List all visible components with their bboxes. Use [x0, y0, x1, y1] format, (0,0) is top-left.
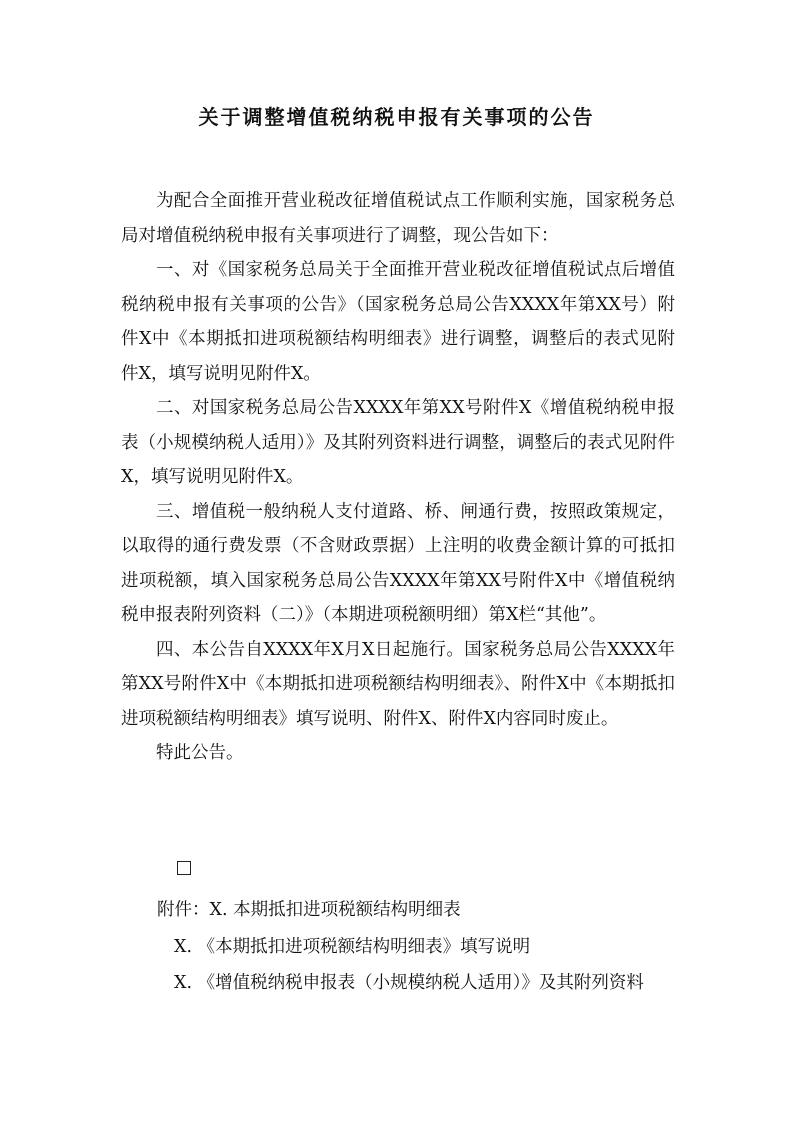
document-body: [121, 184, 675, 771]
paragraph-item-2: 二、对国家税务总局公告XXXX年第XX号附件X《增值税纳税申报表（小规模纳税人适用）》及其附列资料进行调整，调整后的表式见附件X，填写说明见附件X。: [121, 398, 675, 487]
paragraph-item-1: 一、对《国家税务总局关于全面推开营业税改征增值税试点后增值税纳税申报有关事项的公告》（国家税务总局公告XXXX年第XX号）附件X中《本期抵扣进项税额结构明细表》进行调整，调整后的表式见附件X，填写说明见附件X。: [121, 260, 675, 384]
paragraph-closing: 特此公告。: [156, 743, 244, 763]
paragraph-item-4: 四、本公告自XXXX年X月X日起施行。国家税务总局公告XXXX年第XX号附件X中《本期抵扣进项税额结构明细表》、附件X中《本期抵扣进项税额结构明细表》填写说明、附件X、附件X内容同时废止。: [121, 639, 675, 729]
attachment-line-3: X. 《增值税纳税申报表（小规模纳税人适用）》及其附列资料: [174, 973, 644, 993]
document-title: 关于调整增值税纳税申报有关事项的公告: [198, 105, 595, 129]
attachment-line-2: X. 《本期抵扣进项税额结构明细表》填写说明: [174, 937, 531, 957]
paragraph-intro: 为配合全面推开营业税改征增值税试点工作顺利实施，国家税务总局对增值税纳税申报有关事项进行了调整，现公告如下：: [121, 191, 675, 246]
empty-box-icon: [177, 861, 191, 875]
attachment-line-1: 附件：X. 本期抵扣进项税额结构明细表: [157, 900, 461, 920]
paragraph-item-3: 三、增值税一般纳税人支付道路、桥、闸通行费，按照政策规定，以取得的通行费发票（不含财政票据）上注明的收费金额计算的可抵扣进项税额，填入国家税务总局公告XXXX年第XX号附件X中《增值税纳税申报表附列资料（二）》（本期进项税额明细）第X栏“其他”。: [121, 501, 675, 625]
